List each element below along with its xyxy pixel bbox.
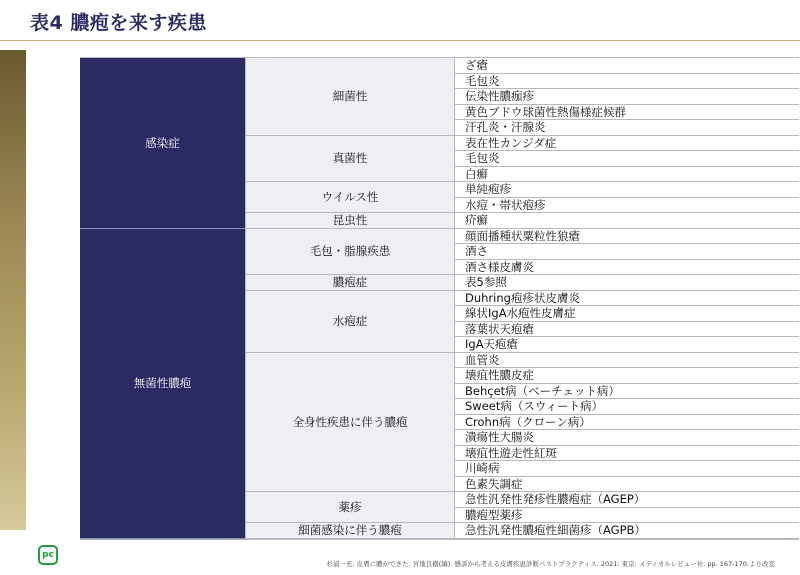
- logo-text: pc: [42, 550, 54, 560]
- disease-item: 線状IgA水疱性皮膚症: [454, 306, 799, 322]
- subcategory-cell: 毛包・脂腺疾患: [245, 229, 454, 276]
- publisher-logo-icon: [38, 545, 58, 565]
- disease-item: 表5参照: [454, 275, 799, 291]
- subcategory-cell: 細菌感染に伴う膿疱: [245, 523, 454, 539]
- disease-item: 壊疽性遊走性紅斑: [454, 446, 799, 462]
- disease-item: 毛包炎: [454, 151, 799, 167]
- disease-item: Duhring疱疹状皮膚炎: [454, 291, 799, 307]
- disease-item: 川崎病: [454, 461, 799, 477]
- disease-item: 顔面播種状粟粒性狼瘡: [454, 229, 799, 245]
- page-title: 表4 膿疱を来す疾患: [30, 12, 207, 34]
- subcategory-cell: 薬疹: [245, 492, 454, 523]
- category-cell: 無菌性膿疱: [80, 229, 245, 539]
- disease-item: Behçet病（ベーチェット病）: [454, 384, 799, 400]
- subcategory-cell: ウイルス性: [245, 182, 454, 213]
- disease-item: 潰瘍性大腸炎: [454, 430, 799, 446]
- subcategory-cell: 真菌性: [245, 136, 454, 183]
- disease-item: 急性汎発性膿疱性細菌疹（AGPB）: [454, 523, 799, 539]
- disease-item: 酒さ様皮膚炎: [454, 260, 799, 276]
- disease-item: 疥癬: [454, 213, 799, 229]
- subcategory-cell: 全身性疾患に伴う膿疱: [245, 353, 454, 493]
- disease-item: 表在性カンジダ症: [454, 136, 799, 152]
- decorative-side-bar: [0, 50, 26, 530]
- subcategory-cell: 水疱症: [245, 291, 454, 353]
- disease-item: 落葉状天疱瘡: [454, 322, 799, 338]
- disease-item: 血管炎: [454, 353, 799, 369]
- subcategory-cell: 細菌性: [245, 58, 454, 136]
- disease-item: 色素失調症: [454, 477, 799, 493]
- disease-item: 伝染性膿痂疹: [454, 89, 799, 105]
- disease-item: 単純疱疹: [454, 182, 799, 198]
- title-divider: [0, 40, 800, 41]
- disease-item: ざ瘡: [454, 58, 799, 74]
- disease-item: 膿疱型薬疹: [454, 508, 799, 524]
- category-cell: 感染症: [80, 58, 245, 229]
- disease-item: 毛包炎: [454, 74, 799, 90]
- disease-item: 汗孔炎・汗腺炎: [454, 120, 799, 136]
- disease-item: 黄色ブドウ球菌性熱傷様症候群: [454, 105, 799, 121]
- disease-item: 白癬: [454, 167, 799, 183]
- disease-item: 水痘・帯状疱疹: [454, 198, 799, 214]
- disease-item: 酒さ: [454, 244, 799, 260]
- disease-item: Sweet病（スウィート病）: [454, 399, 799, 415]
- subcategory-cell: 膿疱症: [245, 275, 454, 291]
- subcategory-cell: 昆虫性: [245, 213, 454, 229]
- disease-item: IgA天疱瘡: [454, 337, 799, 353]
- disease-item: 壊疽性膿皮症: [454, 368, 799, 384]
- disease-item: Crohn病（クローン病）: [454, 415, 799, 431]
- disease-table: [80, 57, 799, 540]
- citation: 杉浦一充. 皮膚に膿ができた. 宮地良樹(編). 懸訴から考える皮膚疾患診断ベストプラクティス. 2021: 東京: メディカルレビュー社. pp. 167-170.より改変: [326, 560, 775, 568]
- disease-item: 急性汎発性発疹性膿疱症（AGEP）: [454, 492, 799, 508]
